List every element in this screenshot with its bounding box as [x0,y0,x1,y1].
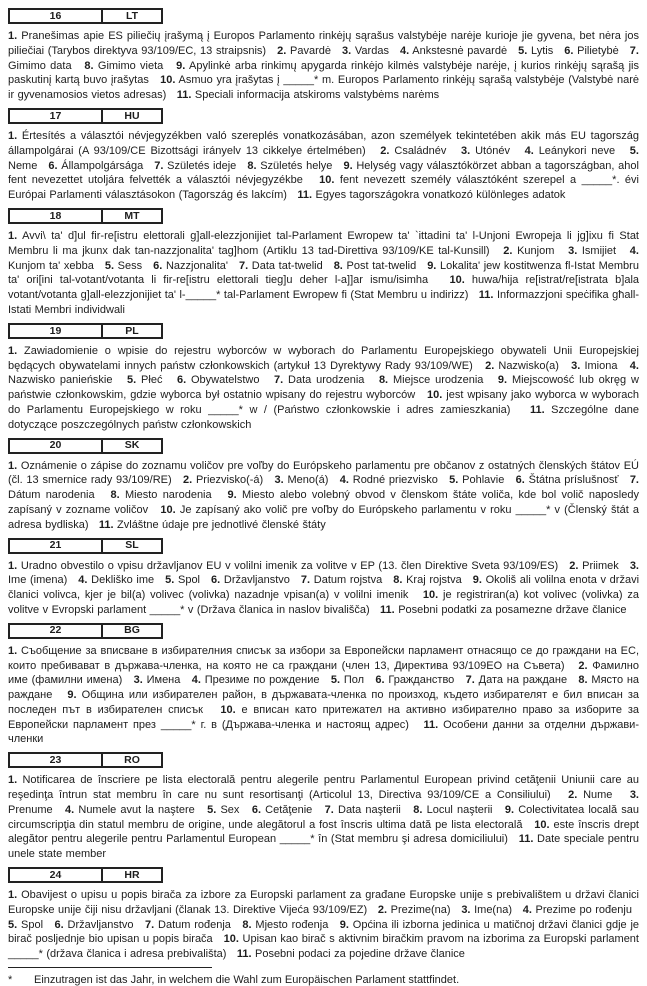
section-header [8,438,163,454]
section-number: 17 [10,110,103,122]
item-text: Sex [220,803,240,816]
item-number: 3. [342,44,352,57]
item-text: Община или избирателен район, в държавата-членка по произход, където избирателят е бил вписан за последен път в избирателен списък [8,689,639,716]
item-text: Nazzjonalita' [165,259,228,272]
item-text: Uradno obvestilo o vpisu državljanov EU v volilni imenik za volitve v EP (13. člen Direktive Sveta 93/109/ES) [20,559,559,572]
item-number: 3. [568,244,578,257]
item-text: Фамилно име (фамилни имена) [8,659,639,687]
item-number: 2. [377,903,388,916]
item-number: 11. [529,403,545,416]
item-text: Okoliš ali volilna enota v državi članici volivca, kjer je bil(a) volivec (volivka) nazadnje vpisan(a) v volilni imenik [8,574,640,602]
item-text: Lytis [530,44,554,57]
item-number: 1. [8,644,18,657]
item-number: 5. [518,44,528,57]
item-number: 9. [497,374,508,387]
item-text: Notificarea de înscriere pe lista electorală pentru alegerile pentru Parlamentul European privind cetăţenii Uniunii care au reşedinţa întrun stat membru în care nu sunt resortisanţi (Articolul 13, Directiva 93/109/CE a Consiliului) [8,774,639,802]
item-number: 3. [461,903,471,916]
section-language-code: RO [124,754,140,767]
item-number: 4. [629,244,639,257]
item-number: 2. [182,474,193,487]
item-text: Obywatelstwo [191,374,260,387]
section-number: 19 [10,325,103,337]
item-number: 5. [629,144,639,157]
item-number: 7. [154,159,164,172]
item-number: 10. [449,274,465,287]
item-text: Презиме по рождение [204,674,320,687]
item-text: Gimimo data [8,59,72,72]
item-number: 10. [220,703,236,716]
item-number: 11. [423,718,439,731]
item-number: 1. [8,459,18,472]
section-text [8,229,639,318]
item-number: 4. [339,474,349,487]
item-number: 8. [578,674,588,687]
item-number: 9. [343,159,353,172]
item-text: Speciali informacija atskiroms valstybėms narėms [194,89,440,102]
item-number: 1. [8,889,18,902]
item-number: 1. [8,344,18,357]
section-header [8,208,163,224]
item-text: Płeć [141,374,163,387]
item-number: 6. [211,574,221,587]
section-language-code: LT [125,9,139,22]
section-text [8,773,639,862]
item-number: 9. [176,59,186,72]
section-header [8,867,163,883]
form-section [8,438,639,533]
item-number: 1. [8,559,18,572]
item-text: huwa/hija re[istrat/re[istrata b]ala votant/votanta g]all-elezzjonijiet ta' l-_____* tal-Parlament Ewropew fi (Stat Membru u indirizz) [8,274,640,302]
footnote-separator [8,967,212,968]
section-text [8,559,639,618]
item-text: fent nevezett személy választóként szerepel a _____*. évi Európai Parlamenti választásokon (Tagország és lakcím) [8,174,639,202]
item-text: Posebni podatki za posamezne države članice [398,603,627,616]
item-number: 10. [160,503,176,516]
item-text: Pilietybė [577,44,619,57]
section-number: 16 [10,10,103,22]
item-number: 10. [223,933,239,946]
item-text: Državljanstvo [67,918,134,931]
item-number: 5. [330,674,341,687]
item-text: Meno(á) [287,474,329,487]
item-text: Utónév [475,144,510,157]
item-text: Colectivitatea locală sau circumscripţia din statul membru de origine, unde alegătorul a fost înscris ultima dată pe lista electorală [8,803,639,831]
section-text [8,29,639,103]
item-text: je registriran(a) kot volivec (volivka) za volitve v Evropski parlament _____* v (Država članica in naslov bivališča) [8,589,639,616]
footnote-marker: * [8,974,13,986]
item-text: Nazwisko(a) [498,359,559,372]
item-text: Data urodzenia [288,374,365,387]
item-number: 10. [427,389,443,402]
section-number: 23 [10,754,103,766]
form-section [8,108,639,203]
sections [8,8,639,962]
section-header [8,8,163,24]
section-header [8,108,163,124]
form-section [8,8,639,103]
item-text: Spol [177,574,201,587]
item-text: Sess [117,259,143,272]
item-number: 1. [8,774,18,787]
item-text: Pavardė [290,44,331,57]
item-text: Пол [343,674,365,687]
item-number: 7. [238,259,249,272]
item-number: 2. [569,559,579,572]
item-text: Имена [146,674,181,687]
item-text: Upisan kao birač s aktivnim biračkim pravom na izborima za Europski parlament _____* (država članica i adresa prebivališta) [8,933,639,961]
item-number: 8. [378,374,389,387]
item-text: Kunjom ta' xebba [8,259,94,272]
item-number: 2. [277,44,287,57]
section-language-code: BG [124,624,140,637]
item-number: 2. [485,359,495,372]
section-language-code: HR [124,868,140,881]
item-text: Nume [583,789,613,802]
item-text: Općina ili izborna jedinica u matičnoj državi članici gdje je birač posljednje bio upisan u popis birača [8,918,640,946]
item-number: 6. [176,374,187,387]
section-text [8,129,639,203]
item-text: Kraj rojstva [406,574,462,587]
item-text: Priezvisko(-á) [195,474,264,487]
item-number: 1. [8,229,18,242]
item-text: Rodné priezvisko [352,474,438,487]
item-text: Informazzjoni speċifika għall-Istati Membri individwali [8,289,639,316]
section-language-code: HU [124,109,140,122]
item-text: Гражданство [388,674,455,687]
item-number: 5. [165,574,175,587]
item-text: Date speciale pentru unele state member [8,833,639,861]
item-number: 8. [413,803,423,816]
item-text: Mjesto rođenja [255,918,329,931]
item-text: Място на раждане [8,674,640,702]
item-number: 6. [515,474,525,487]
item-text: Data tat-twelid [251,259,323,272]
item-number: 8. [247,159,257,172]
item-text: Családnév [394,144,447,157]
item-text: Állampolgársága [61,159,144,172]
item-number: 3. [274,474,284,487]
item-text: Zawiadomienie o wpisie do rejestru wyborców w wyborach do Parlamentu Europejskiego obywateli Unii Europejskiej będących obywatelami innych państw członkowskich (artykuł 13 Dyrektywy Rady 93/109/WE) [8,344,639,372]
form-section [8,538,639,618]
item-text: Miesto narodenia [125,489,212,502]
item-text: Je zapísaný ako volič pre voľby do Európskeho parlamentu v roku _____* v (Členský štát a adresa bydliska) [8,503,639,531]
item-text: Vardas [354,44,389,57]
item-number: 6. [564,44,574,57]
item-text: Priimek [582,559,619,572]
item-number: 6. [251,803,262,816]
item-number: 11. [176,89,192,102]
footnote [8,967,639,986]
item-number: 5. [8,918,18,931]
item-text: Съобщение за вписване в избирателния списък за избори за Европейски парламент отнасящо се до граждани на ЕС, които пребивават в държава-членка, на която не са граждани (член 13, Директива 93/109ЕО на Съвета) [8,644,639,672]
form-section [8,752,639,862]
item-number: 2. [578,659,588,672]
item-number: 7. [629,44,639,57]
item-text: Miejsce urodzenia [392,374,484,387]
item-number: 3. [629,789,639,802]
section-language-code: SK [124,439,140,452]
item-number: 8. [242,918,252,931]
item-number: 6. [375,674,385,687]
item-text: Születés ideje [167,159,237,172]
item-number: 9. [67,689,77,702]
item-text: Дата на раждане [478,674,568,687]
item-number: 8. [110,489,120,502]
item-number: 5. [449,474,459,487]
item-number: 2. [503,244,513,257]
item-text: Imiona [584,359,618,372]
item-number: 7. [629,474,639,487]
item-text: Dekliško ime [91,574,155,587]
item-number: 3. [133,674,143,687]
item-number: 4. [65,803,75,816]
item-text: е вписан като притежател на активно избирателно право за изборите за Европейски парламент през _____* г. в (Държава-членка и настоящ адрес) [8,703,640,731]
item-number: 11. [380,603,395,616]
item-text: Ankstesnė pavardė [412,44,508,57]
item-text: Locul naşterii [426,803,493,816]
item-text: Avvi\ ta' d]ul fir-re[istru elettorali g]all-elezzjonijiet tal-Parlament Ewropew ta' `ittadini ta' l-Unjoni Ewropeja li jg]ixu fi Stat Membru li ma jkunx dak tan-nazzjonalita' tag]hom (Artiklu 13 tad-Direttiva 93/109/KE tal-Kunsill) [8,229,639,257]
section-number: 24 [10,869,103,881]
item-number: 11. [518,833,534,846]
section-header [8,323,163,339]
item-text: Datum rođenja [158,918,231,931]
item-text: Nazwisko panieńskie [8,374,113,387]
item-number: 9. [227,489,237,502]
item-text: Ime(na) [474,903,512,916]
item-text: Posebni podaci za pojedine države članice [254,948,465,961]
item-number: 8. [333,259,343,272]
item-number: 6. [54,918,64,931]
item-text: Leánykori neve [538,144,616,157]
item-text: Prezime(na) [390,903,451,916]
item-text: Szczególne dane dotyczące poszczególnych państw członkowskich [8,403,640,431]
item-text: Državljanstvo [223,574,290,587]
item-text: Obavijest o upisu u popis birača za izbore za Europski parlament za građane Europske unije s prebivalištem u državi članici Europske unije čiji nisu državljani (članak 13. Direktive Vijeća 93/109/EZ) [8,889,639,916]
section-number: 20 [10,440,103,452]
item-number: 4. [400,44,410,57]
item-text: Cetăţenie [265,803,313,816]
item-text: Helység vagy választókörzet abban a tagországban, ahol fent nevezettet utoljára felvették a választói névjegyzékbe [8,159,639,187]
item-text: Asmuo yra įrašytas į _____* m. Europos Parlamento rinkėjų sąrašą valstybėje (Valstybė narė ir gyvenamosios vietos adresas) [8,74,639,102]
item-number: 7. [145,918,155,931]
item-text: Apylinkė arba rinkimų apygarda rinkėjo kilmės valstybėje narėje, į kurios rinkėjų sąrašą jis paskutinį kartą buvo įrašytas [8,59,639,87]
item-number: 11. [478,289,494,302]
item-number: 2. [568,789,578,802]
item-text: Pohlavie [462,474,505,487]
item-number: 1. [8,129,18,142]
item-number: 6. [153,259,163,272]
item-number: 4. [522,903,532,916]
item-number: 7. [300,574,311,587]
section-language-code: PL [125,324,139,337]
item-number: 10. [534,818,550,831]
item-number: 4. [629,359,639,372]
section-language-code: MT [124,209,140,222]
item-text: Miejscowość lub okręg w państwie członkowskim, gdzie wyborca był ostatnio wpisany do rejestru wyborców [8,374,639,402]
item-text: Értesítés a választói névjegyzékben való szereplés vonatkozásában, azon személyek tekintetében akik más EU tagország állampolgárai (A 93/109/CE Bizottsági irányelv 13 cikkelye értelmében) [8,129,639,157]
item-text: Neme [8,159,38,172]
item-number: 8. [393,574,403,587]
item-text: Zvláštne údaje pre jednotlivé členské štáty [117,518,326,531]
item-number: 3. [629,559,639,572]
item-number: 5. [127,374,137,387]
item-number: 1. [8,30,18,42]
item-number: 9. [504,803,515,816]
item-number: 4. [191,674,201,687]
item-text: Egyes tagországokra vonatkozó különleges adatok [315,189,566,202]
item-text: Numele avut la naştere [78,803,195,816]
item-number: 6. [48,159,58,172]
item-text: Dátum narodenia [8,489,95,502]
section-text [8,344,639,433]
item-text: jest wpisany jako wyborca w wyborach do Parlamentu Europejskiego w roku _____* w / (Państwo członkowskie i adres zamieszkania) [8,389,639,416]
item-text: Štátna príslušnosť [528,474,619,487]
section-language-code: SL [125,539,139,552]
item-text: Oznámenie o zápise do zoznamu voličov pre voľby do Európskeho parlamentu pre občanov z ostatných členských štátov EÚ (čl. 13 smernice rady 93/109/RE) [8,459,639,487]
section-text [8,644,639,748]
item-number: 4. [78,574,88,587]
item-number: 11. [236,948,252,961]
item-number: 11. [98,518,114,531]
item-text: Prenume [8,803,53,816]
item-number: 11. [297,189,313,202]
item-text: Datum rojstva [313,574,383,587]
item-number: 9. [339,918,349,931]
form-section [8,623,639,748]
item-text: Pranešimas apie ES piliečių įrašymą į Europos Parlamento rinkėjų sąrašus valstybėje narėje kurioje jie gyvena, bet nėra jos piliečiai (Tarybos direktyva 93/109/EC, 13 straipsnis) [8,30,639,57]
item-number: 7. [274,374,284,387]
item-number: 9. [472,574,482,587]
section-text [8,459,639,533]
item-text: Lokalita' jew kostitwenza fl-Istat Membru ta' ori[ini tal-votant/votanta li fir-re[istru elettorali tieg]u deher l-a]]ar ismu/isimha [8,259,639,287]
item-text: Prezime po rođenju [535,903,632,916]
item-number: 5. [104,259,115,272]
item-text: Data naşterii [338,803,401,816]
item-number: 9. [427,259,437,272]
section-number: 21 [10,540,103,552]
item-number: 2. [380,144,390,157]
item-text: Gimimo vieta [97,59,164,72]
section-number: 22 [10,625,103,637]
item-number: 5. [207,803,217,816]
item-number: 3. [461,144,471,157]
item-number: 10. [422,589,439,602]
item-number: 8. [84,59,94,72]
form-section [8,323,639,433]
item-number: 10. [319,174,335,187]
form-section [8,867,639,962]
section-header [8,538,163,554]
item-text: Kunjom [517,244,555,257]
item-number: 7. [324,803,334,816]
item-text: Miesto alebo volebný obvod v členskom štáte voliča, kde bol volič naposledy zapísaný v zozname voličov [8,489,639,516]
item-text: Ime (imena) [8,574,68,587]
section-number: 18 [10,210,103,222]
item-text: Post tat-twelid [346,259,417,272]
item-text: Особени данни за отделни държави-членки [8,718,639,746]
section-header [8,752,163,768]
item-text: Ismijiet [581,244,617,257]
item-text: Spol [21,918,44,931]
item-number: 3. [571,359,581,372]
item-number: 7. [465,674,475,687]
form-section [8,208,639,318]
item-number: 4. [524,144,534,157]
item-number: 10. [160,74,176,87]
section-header [8,623,163,639]
item-text: Születés helye [260,159,333,172]
footnote-text: Einzutragen ist das Jahr, in welchem die Wahl zum Europäischen Parlament stattfindet. [34,974,460,986]
item-text: este înscris drept alegător pentru alegerile pentru Parlamentul European _____* în (Stat membru şi adresa domiciliului) [8,818,639,846]
section-text [8,888,639,962]
